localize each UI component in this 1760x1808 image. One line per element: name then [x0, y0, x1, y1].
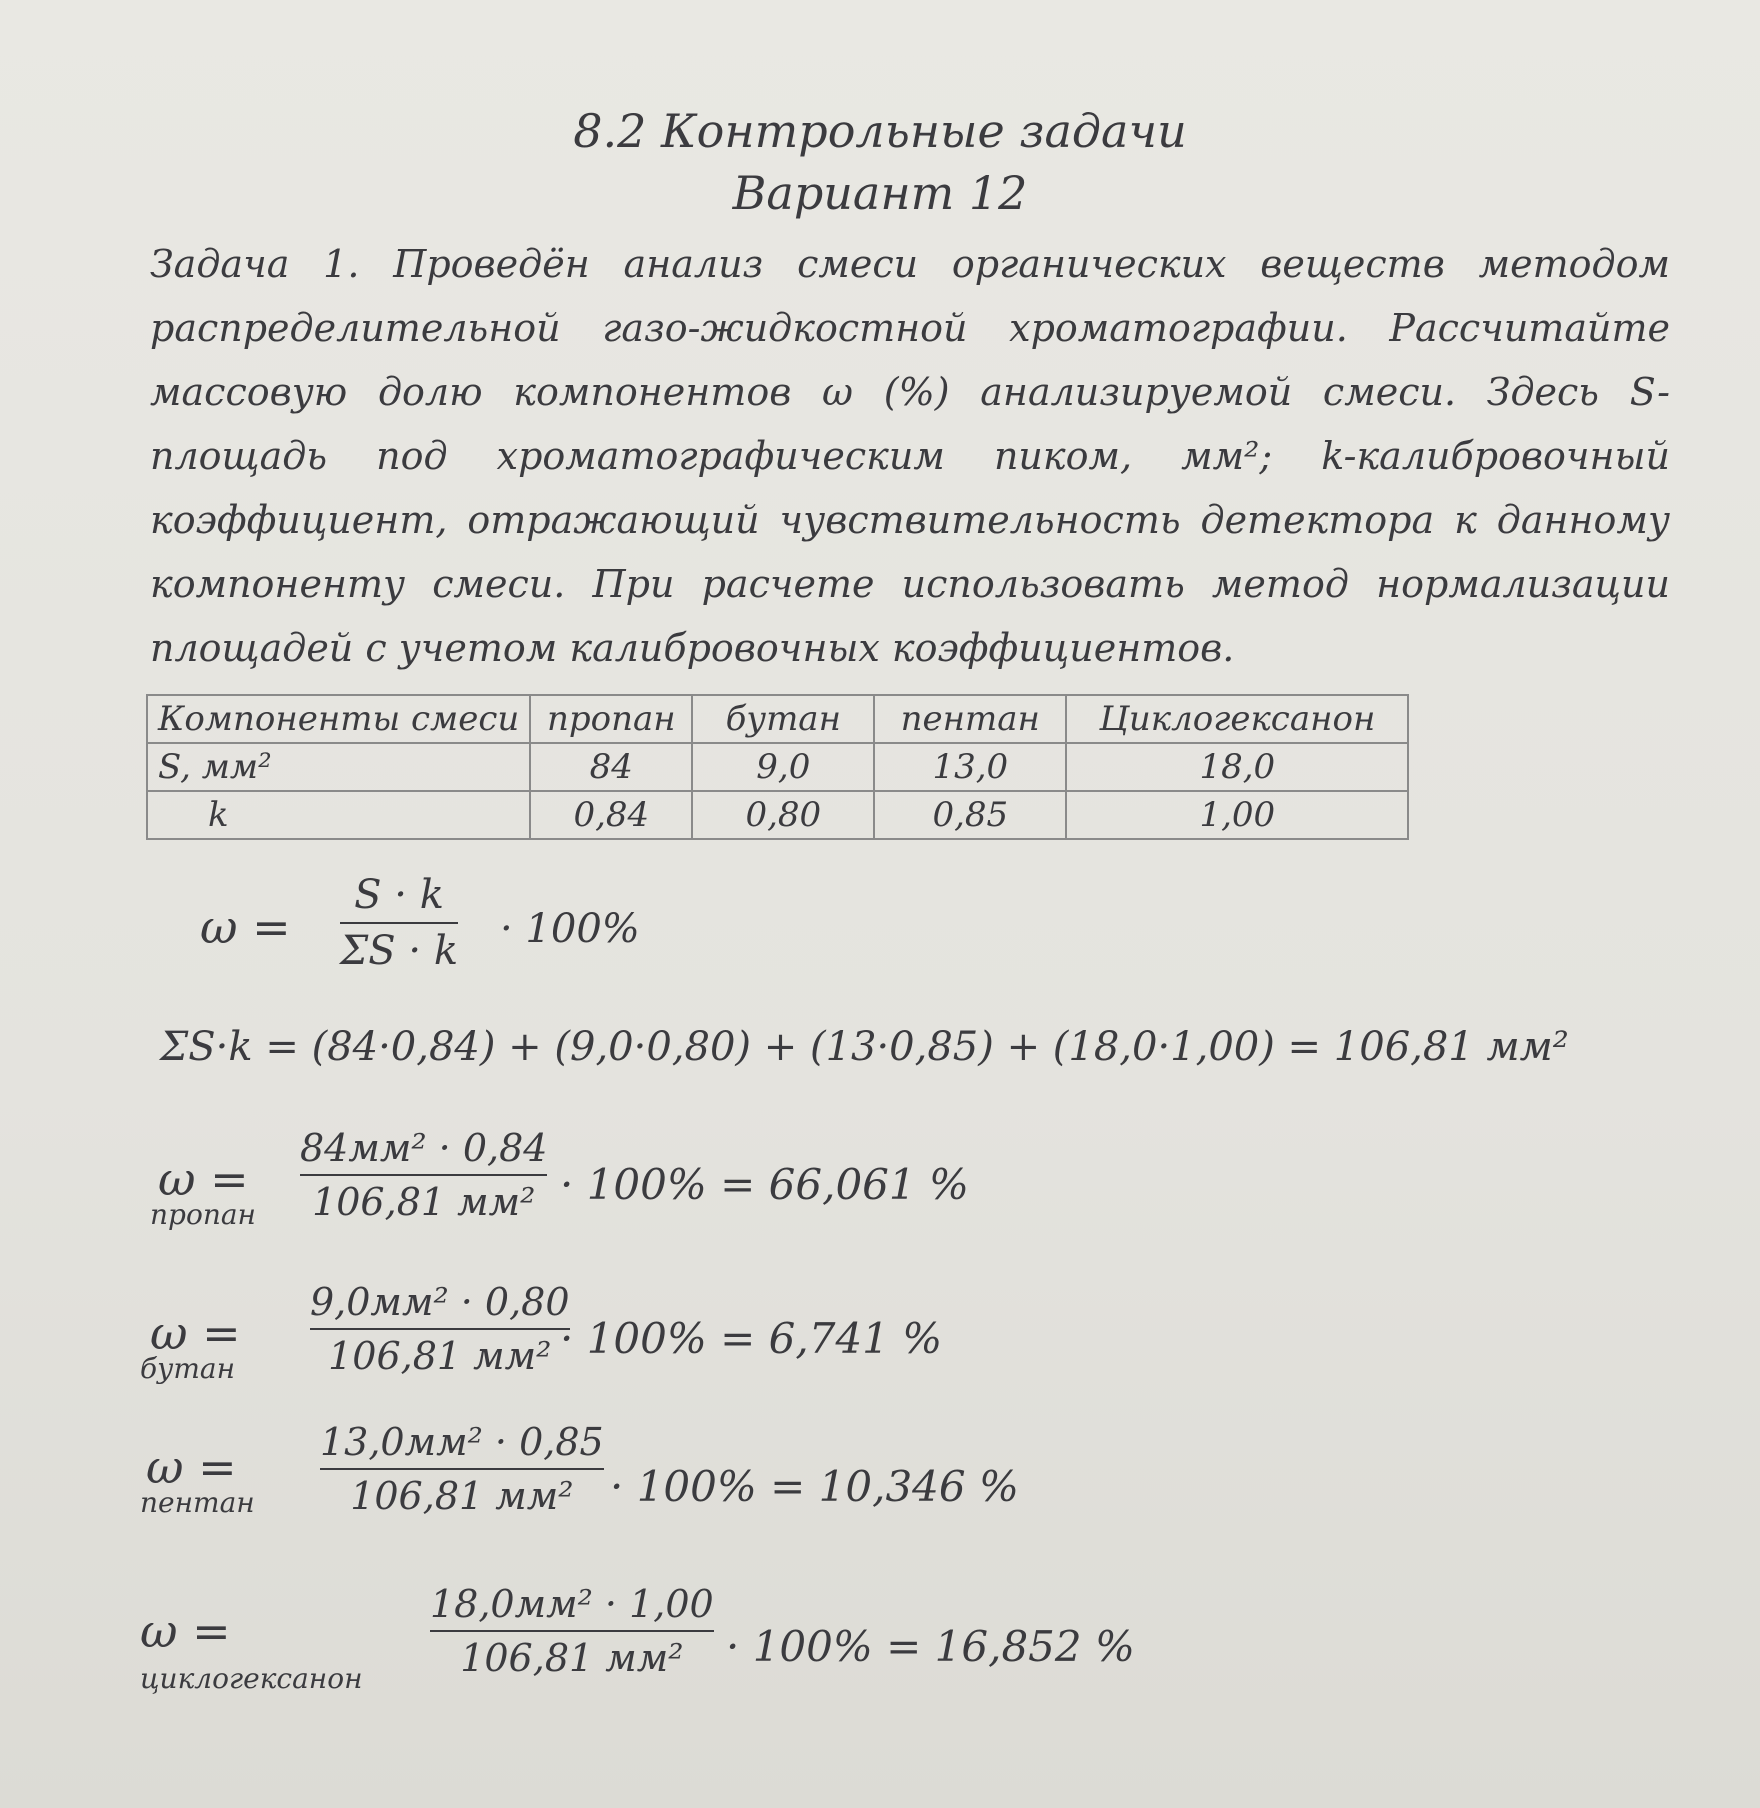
table-cell: 0,80: [692, 791, 874, 839]
fraction-bar: [300, 1174, 547, 1176]
omega-subscript: циклогексанон: [140, 1662, 363, 1695]
calc-fraction: [310, 1280, 570, 1378]
calc-denominator: 106,81 мм²: [312, 1180, 536, 1224]
calc-fraction: [430, 1582, 714, 1680]
calc-numerator: 84мм² · 0,84: [300, 1126, 548, 1170]
table-header-cell: пентан: [874, 695, 1066, 743]
formula-numerator: S · k: [354, 872, 444, 918]
variant-title: Вариант 12: [732, 166, 1028, 220]
table-header-cell: Циклогексанон: [1066, 695, 1408, 743]
fraction-bar: [430, 1630, 714, 1632]
table-header-cell: пропан: [530, 695, 692, 743]
fraction-bar: [340, 922, 458, 924]
calc-result: · 100% = 16,852 %: [726, 1622, 1135, 1671]
omega-subscript: пентан: [140, 1486, 255, 1519]
table-header-row: [147, 695, 1408, 743]
table-cell: 18,0: [1066, 743, 1408, 791]
fraction-bar: [320, 1468, 604, 1470]
calc-fraction: [320, 1420, 604, 1518]
calc-fraction: [300, 1126, 547, 1224]
formula-denominator: ΣS · k: [340, 928, 459, 974]
omega-symbol: ω =: [146, 1440, 237, 1494]
calc-numerator: 13,0мм² · 0,85: [320, 1420, 604, 1464]
table-cell: S, мм²: [147, 743, 530, 791]
section-title: 8.2 Контрольные задачи: [573, 104, 1187, 158]
calc-result: · 100% = 66,061 %: [560, 1160, 969, 1209]
table-row: [147, 791, 1408, 839]
table-cell: 1,00: [1066, 791, 1408, 839]
omega-symbol: ω =: [150, 1306, 241, 1360]
table-cell: 0,84: [530, 791, 692, 839]
problem-text: Задача 1. Проведён анализ смеси органических веществ методом распределительной газо-жидкостной хроматографии. Рассчитайте массовую долю компонентов ω (%) анализируемой смеси. Здесь S-площадь под хроматографическим пиком, мм²; k-калибровочный коэффициент, отражающий чувствительность детектора к данному компоненту смеси. При расчете использовать метод нормализации площадей с учетом калибровочных коэффициентов.: [150, 242, 1670, 670]
calc-result: · 100% = 10,346 %: [610, 1462, 1019, 1511]
omega-subscript: пропан: [150, 1198, 256, 1231]
formula-lhs: ω =: [200, 900, 291, 954]
calc-denominator: 106,81 мм²: [460, 1636, 684, 1680]
table-header-cell: Компоненты смеси: [147, 695, 530, 743]
table-cell: k: [147, 791, 530, 839]
omega-symbol: ω =: [158, 1152, 249, 1206]
omega-symbol: ω =: [140, 1604, 231, 1658]
calc-numerator: 9,0мм² · 0,80: [310, 1280, 570, 1324]
table-row: [147, 743, 1408, 791]
sum-line: ΣS·k = (84·0,84) + (9,0·0,80) + (13·0,85) + (18,0·1,00) = 106,81 мм²: [160, 1024, 1569, 1070]
calc-denominator: 106,81 мм²: [328, 1334, 552, 1378]
table-cell: 13,0: [874, 743, 1066, 791]
formula-fraction: [340, 872, 458, 974]
table-cell: 0,85: [874, 791, 1066, 839]
fraction-bar: [310, 1328, 570, 1330]
table-cell: 84: [530, 743, 692, 791]
calc-numerator: 18,0мм² · 1,00: [430, 1582, 714, 1626]
table-cell: 9,0: [692, 743, 874, 791]
omega-subscript: бутан: [140, 1352, 236, 1385]
table-header-cell: бутан: [692, 695, 874, 743]
formula-tail: · 100%: [500, 906, 640, 952]
calc-denominator: 106,81 мм²: [350, 1474, 574, 1518]
calc-result: · 100% = 6,741 %: [560, 1314, 943, 1363]
data-table: [146, 694, 1409, 840]
